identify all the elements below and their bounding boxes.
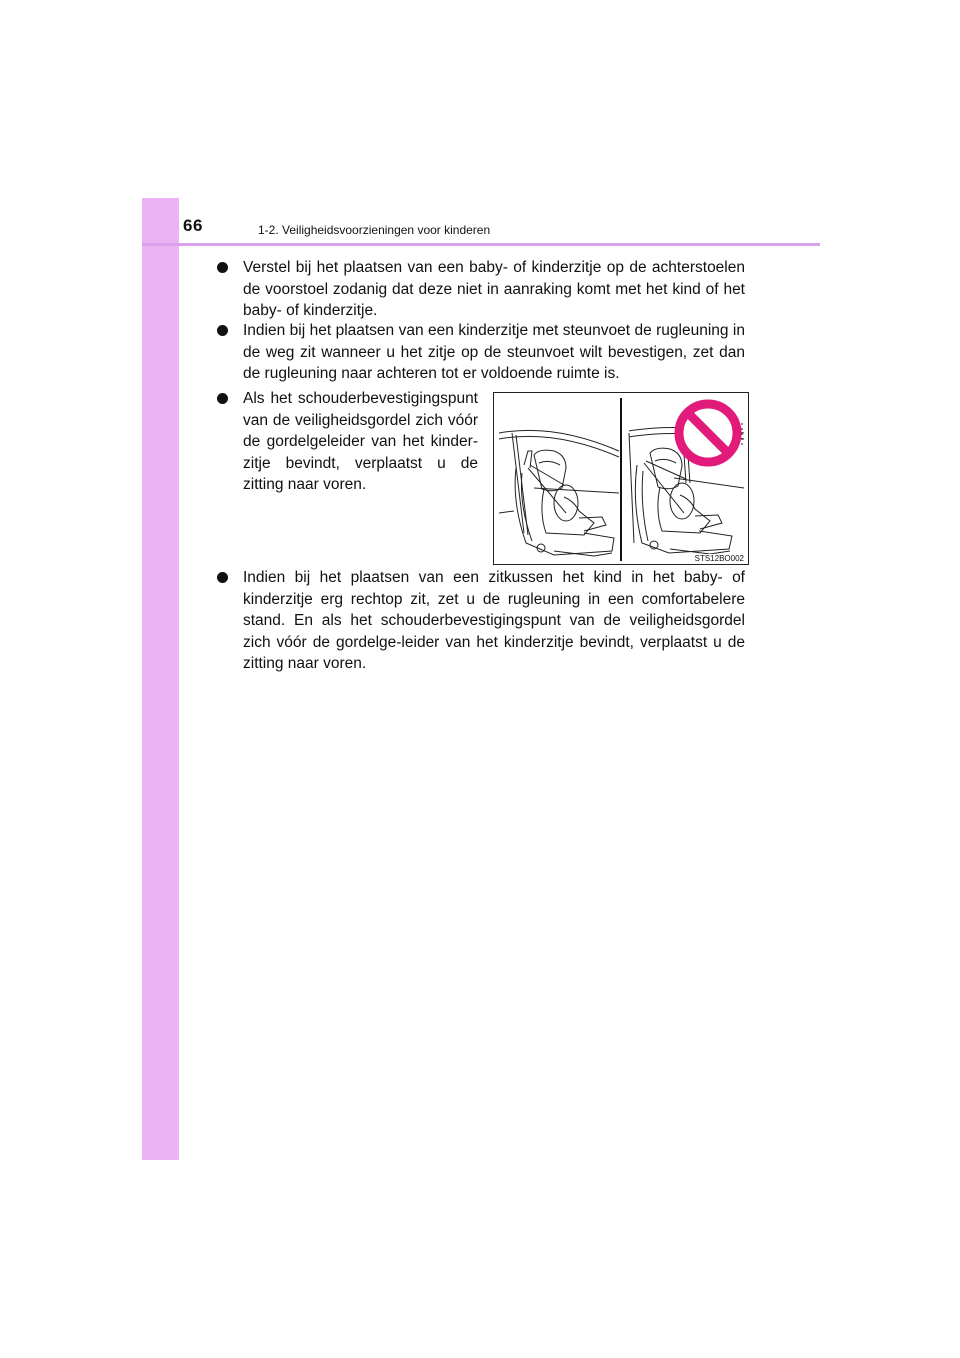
bullet-text: Indien bij het plaatsen van een zitkussen het kind in het baby- of kinderzitje erg rechtop zit, zet u de rugleuning in een comfortabelere stand. En als het schouderbevestigingspunt van de veiligheidsgordel zich vóór de gordelge-leider van het kinderzitje bevindt, verplaatst u de zitting naar voren. (243, 569, 745, 672)
bullet-item (243, 567, 745, 675)
prohibition-icon (679, 404, 737, 462)
bullet-dot-icon (217, 393, 228, 404)
bullet-text: Verstel bij het plaatsen van een baby- of kinderzitje op de achterstoelen de voorstoel zodanig dat deze niet in aanraking komt met het kind of het baby- of kinderzitje. (243, 259, 745, 319)
bullet-text: Indien bij het plaatsen van een kinderzitje met steunvoet de rugleuning in de weg zit wanneer u het zitje op de steunvoet wilt bevestigen, zet dan de rugleuning naar achteren tot er voldoende ruimte is. (243, 322, 745, 382)
bullet-item (243, 257, 745, 322)
page-number: 66 (183, 216, 203, 235)
figure-code: STS12BO002 (694, 554, 744, 563)
bullet-text: Als het schouderbevestigingspunt van de veiligheidsgordel zich vóór de gordelgeleider van het kinder-zitje bevindt, verplaatst u de zitting naar voren. (243, 390, 478, 493)
bullet-item (243, 320, 745, 385)
bullet-item (243, 388, 478, 496)
bullet-dot-icon (217, 572, 228, 583)
bullet-dot-icon (217, 262, 228, 273)
seat-illustration-svg (494, 393, 749, 565)
bullet-dot-icon (217, 325, 228, 336)
side-tab-bar (142, 198, 179, 1160)
header-rule (142, 243, 820, 246)
section-title: 1-2. Veiligheidsvoorzieningen voor kinderen (258, 223, 491, 237)
seat-belt-illustration (493, 392, 749, 565)
